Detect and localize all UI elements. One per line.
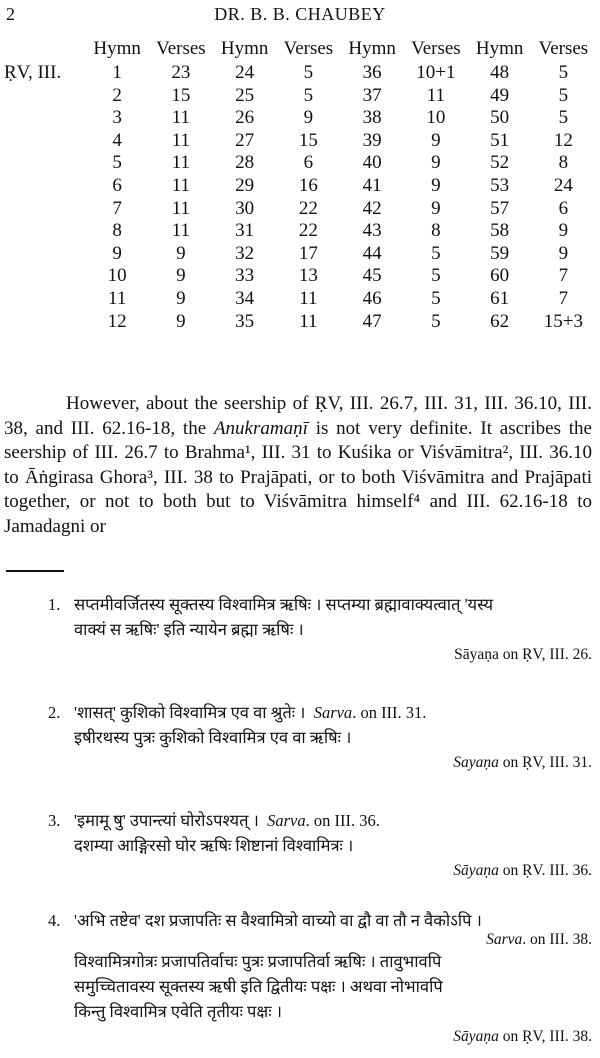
table-row: [4, 107, 596, 130]
table-row: [4, 85, 596, 108]
table-cell: 29: [235, 174, 255, 196]
footnote-line: किन्तु विश्वामित्र एवेति तृतीयः पक्षः ।: [74, 1002, 282, 1021]
table-header-cell: Verses: [411, 38, 461, 59]
table-cell: 57: [490, 197, 510, 219]
body-text-part2: is not very definite. It ascribes the seership of III. 26.7 to Brahma¹, III. 31 to Kuśika or Viśvāmitra², III. 36.10 to Āṅgirasa Ghora³, III. 38 to Prajāpati, or to both Viśvāmitra and Prajāpati together, or not to both but to Viśvāmitra himself⁴ and III. 62.16-18 to Jamadagni or: [4, 417, 592, 537]
table-cell: 9: [431, 129, 441, 151]
table-cell: 11: [299, 287, 318, 309]
table-cell: 39: [362, 129, 382, 151]
footnote-line: विश्वामित्रगोत्रः प्रजापतिर्वाचः पुत्रः प्रजापतिर्वा ऋषिः । तावुभावपि: [74, 952, 442, 971]
table-cell: 41: [362, 174, 382, 196]
table-cell: 11: [299, 310, 318, 332]
table-cell: 10+1: [416, 62, 456, 83]
row-label-cell: [4, 288, 86, 311]
table-cell: 8: [112, 220, 122, 242]
table-cell: 46: [362, 287, 382, 309]
table-cell: 45: [362, 265, 382, 287]
table-cell: 22: [298, 197, 318, 219]
table-cell: 10: [107, 265, 127, 287]
table-cell: 9: [176, 310, 186, 332]
table-cell: 7: [558, 265, 569, 287]
table-cell: 16: [298, 174, 318, 196]
table-cell: 5: [431, 242, 441, 264]
footnote-number: 3.: [48, 811, 61, 830]
table-cell: 50: [490, 107, 510, 129]
footnote-line-text: 'शासत्' कुशिको विश्वामित्र एव वा श्रुतेः ।: [74, 703, 306, 722]
source-author: Sāyaṇa: [454, 646, 499, 663]
table-cell: 5: [303, 62, 314, 83]
table-cell: 9: [558, 220, 569, 242]
table-cell: 7: [558, 287, 569, 309]
table-cell: 27: [235, 129, 255, 151]
table-cell: 24: [553, 174, 573, 196]
sarva-ref: . on III. 31.: [352, 703, 427, 722]
footnote-line: समुच्चितावस्य सूक्तस्य ऋषी इति द्वितीयः पक्षः । अथवा नोभावपि: [74, 977, 443, 996]
table-cell: 11: [171, 152, 191, 174]
table-cell: 5: [112, 152, 122, 174]
table-cell: 10: [426, 107, 446, 129]
table-cell: 9: [176, 287, 186, 309]
page-number: 2: [6, 4, 15, 24]
table-cell: 62: [490, 310, 510, 332]
source-author: Sayaṇa: [453, 754, 499, 771]
table-cell: 51: [490, 129, 510, 151]
table-cell: 9: [431, 197, 441, 219]
table-cell: 32: [235, 242, 255, 264]
sarva-abbr: Sarva: [267, 811, 306, 830]
table-row: [4, 130, 596, 153]
footnote-source: [74, 642, 592, 667]
table-cell: 43: [362, 220, 382, 242]
footnote-3: [48, 808, 592, 883]
footnote-1: [48, 592, 592, 667]
table-cell: 8: [431, 220, 441, 242]
footnote-2: [48, 700, 592, 775]
table-cell: 35: [235, 310, 255, 332]
table-header-cell: Hymn: [475, 38, 524, 59]
table-cell: 5: [431, 310, 441, 332]
table-cell: 5: [558, 107, 569, 129]
table-cell: 38: [362, 107, 382, 129]
table-cell: 24: [235, 62, 255, 83]
footnote-source: [74, 750, 592, 775]
table-cell: 15: [298, 129, 318, 151]
table-cell: 3: [112, 107, 122, 129]
table-header-cell: Hymn: [348, 38, 396, 59]
table-row: [4, 152, 596, 175]
table-cell: 42: [362, 197, 382, 219]
footnote-source: [74, 1024, 592, 1049]
table-header-cell: Verses: [156, 38, 206, 59]
body-text-part1: However, about the seership of ṚV, III. 26.7, III. 31, III. 36.10, III. 38, and III. 62.16-18, the: [4, 393, 592, 439]
table-cell: 13: [298, 265, 318, 287]
footnote-divider: [6, 570, 64, 572]
sarva-abbr: Sarva: [486, 931, 523, 948]
table-cell: 9: [431, 174, 441, 196]
table-cell: 5: [431, 265, 441, 287]
table-cell: 2: [112, 84, 122, 106]
table-row: [4, 220, 596, 243]
footnote-line: [74, 700, 592, 725]
table-cell: 9: [176, 242, 186, 264]
table-row: [4, 175, 596, 198]
row-label-cell: [4, 243, 86, 266]
footnote-line: 'अभि तष्टेव' दश प्रजापतिः स वैश्वामित्रो वाच्यो वा द्वौ वा तौ न वैकोऽपि ।: [74, 911, 482, 930]
source-author: Sāyaṇa: [453, 862, 499, 879]
hymn-verse-table: [4, 36, 596, 333]
footnote-number: 2.: [48, 703, 61, 722]
footnote-line: इषीरथस्य पुत्रः कुशिको विश्वामित्र एव वा ऋषिः ।: [74, 728, 352, 747]
row-label-cell: [4, 152, 86, 175]
footnote-4: [48, 908, 592, 1049]
table-cell: 12: [553, 129, 573, 151]
table-cell: 11: [426, 84, 446, 106]
table-cell: 61: [490, 287, 510, 309]
table-cell: 11: [171, 220, 191, 242]
row-label-cell: [4, 85, 86, 108]
table-row: [4, 311, 596, 334]
table-cell: 11: [108, 287, 127, 309]
row-label-cell: [4, 311, 86, 334]
table-row: [4, 198, 596, 221]
footnote-source: [74, 858, 592, 883]
source-ref: on ṚV, III. 38.: [498, 1028, 592, 1045]
source-author: Sāyaṇa: [453, 1028, 499, 1045]
table-cell: 59: [490, 242, 510, 264]
row-label-cell: [4, 175, 86, 198]
table-cell: 11: [171, 129, 191, 151]
table-cell: 6: [303, 152, 314, 174]
table-cell: 28: [235, 152, 255, 174]
table-cell: 26: [235, 107, 255, 129]
table-cell: 8: [558, 152, 569, 174]
table-cell: 5: [431, 287, 441, 309]
table-cell: 4: [112, 129, 122, 151]
footnote-inline-source: [74, 931, 592, 949]
table-cell: 9: [112, 242, 122, 264]
sarva-abbr: Sarva: [313, 703, 353, 722]
table-cell: 25: [235, 84, 255, 106]
source-ref: on ṚV. III. 36.: [498, 862, 592, 879]
table-cell: 30: [235, 197, 255, 219]
table-row: [4, 243, 596, 266]
footnote-number: 1.: [48, 595, 61, 614]
table-body: [4, 62, 596, 333]
source-ref: on ṚV, III. 31.: [498, 754, 592, 771]
table-cell: 9: [303, 107, 314, 129]
table-cell: 44: [362, 242, 382, 264]
footnote-line: वाक्यं स ऋषिः' इति न्यायेन ब्रह्मा ऋषिः ।: [74, 620, 304, 639]
table-header-cell: Hymn: [220, 38, 269, 59]
table-cell: 15+3: [543, 310, 584, 332]
table-cell: 17: [298, 242, 318, 264]
source-ref: on ṚV, III. 26.: [498, 646, 592, 663]
sarva-ref: . on III. 38.: [522, 931, 592, 948]
table-header-row: [4, 36, 596, 62]
table-cell: 52: [490, 152, 510, 174]
table-header-cell: [4, 36, 86, 62]
anukramani-term: Anukramaṇī: [213, 417, 308, 439]
table-cell: 12: [107, 310, 127, 332]
table-header-cell: Verses: [538, 38, 589, 59]
table-cell: 9: [558, 242, 569, 264]
row-label-cell: [4, 107, 86, 130]
table-cell: 6: [558, 197, 569, 219]
running-head: DR. B. B. CHAUBEY: [214, 4, 386, 24]
table-cell: 33: [235, 265, 255, 287]
table-cell: 5: [558, 84, 569, 106]
body-paragraph: [4, 392, 592, 540]
table-cell: 34: [235, 287, 255, 309]
footnote-line: सप्तमीवर्जितस्य सूक्तस्य विश्वामित्र ऋषिः । सप्तम्या ब्रह्मावाक्यत्वात् 'यस्य: [74, 595, 494, 614]
page-header: [0, 2, 600, 26]
table-cell: 7: [112, 197, 122, 219]
table-row: [4, 62, 596, 85]
row-label-cell: ṚV, III.: [4, 62, 62, 83]
row-label-cell: [4, 130, 86, 153]
footnote-number: 4.: [48, 911, 61, 930]
table-cell: 15: [171, 84, 191, 106]
sarva-ref: . on III. 36.: [305, 811, 380, 830]
table-cell: 9: [176, 265, 186, 287]
table-cell: 36: [362, 62, 382, 83]
table-row: [4, 265, 596, 288]
row-label-cell: [4, 198, 86, 221]
table-cell: 23: [171, 62, 191, 83]
table-cell: 40: [362, 152, 382, 174]
row-label-cell: [4, 220, 86, 243]
footnote-line: [74, 808, 592, 833]
table-cell: 60: [490, 265, 510, 287]
footnote-line: दशम्या आङ्गिरसो घोर ऋषिः शिष्टानां विश्वामित्रः ।: [74, 836, 354, 855]
table-cell: 5: [558, 62, 569, 83]
table-cell: 22: [298, 220, 318, 242]
table-cell: 53: [490, 174, 510, 196]
table-cell: 9: [431, 152, 441, 174]
table-cell: 11: [171, 107, 191, 129]
row-label-cell: [4, 265, 86, 288]
table-cell: 47: [362, 310, 382, 332]
table-header-cell: Hymn: [93, 38, 141, 59]
table-cell: 48: [490, 62, 510, 83]
table-cell: 11: [171, 197, 191, 219]
table-cell: 1: [112, 62, 122, 83]
table-cell: 5: [303, 84, 314, 106]
table-cell: 49: [490, 84, 510, 106]
table-cell: 6: [112, 174, 122, 196]
table-header-cell: Verses: [283, 38, 334, 59]
table-cell: 37: [362, 84, 382, 106]
table-cell: 31: [235, 220, 255, 242]
table-cell: 11: [171, 174, 191, 196]
table-cell: 58: [490, 220, 510, 242]
table-row: [4, 288, 596, 311]
footnote-line-text: 'इमामू षु' उपान्त्यां घोरोऽपश्यत् ।: [74, 811, 259, 830]
